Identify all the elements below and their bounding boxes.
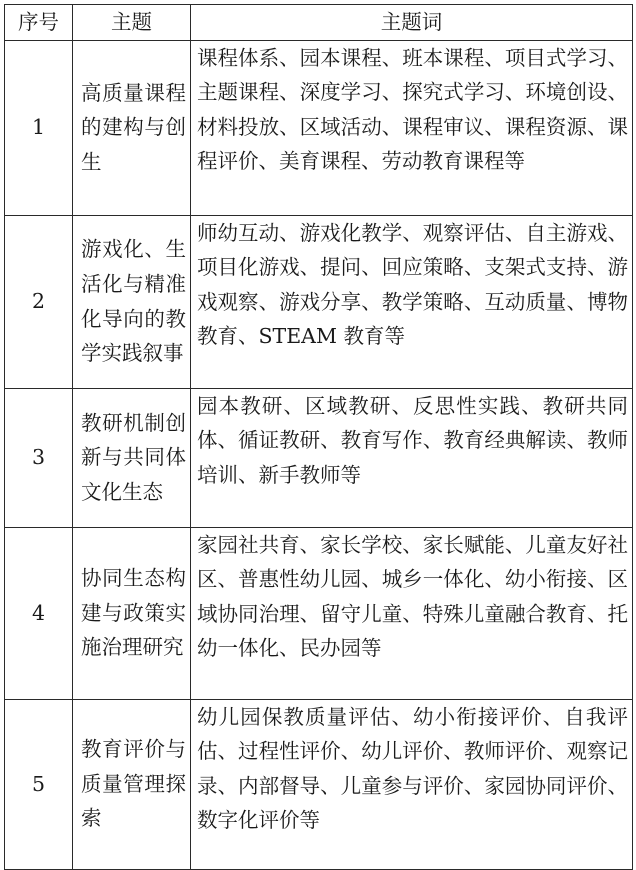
row-theme: 高质量课程的建构与创生 [73,40,191,215]
table-row [5,40,633,215]
row-keywords: 幼儿园保教质量评估、幼小衔接评价、自我评估、过程性评价、幼儿评价、教师评价、观察记录、内部督导、儿童参与评价、家园协同评价、数字化评价等 [191,699,633,869]
row-theme: 教育评价与质量管理探索 [73,699,191,869]
row-index: 3 [5,388,73,527]
row-theme: 游戏化、生活化与精准化导向的教学实践叙事 [73,215,191,388]
header-index: 序号 [5,5,73,41]
table-row [5,699,633,869]
table-row [5,527,633,699]
header-keywords: 主题词 [191,5,633,41]
row-index: 2 [5,215,73,388]
row-theme: 协同生态构建与政策实施治理研究 [73,527,191,699]
row-keywords: 师幼互动、游戏化教学、观察评估、自主游戏、项目化游戏、提问、回应策略、支架式支持、游戏观察、游戏分享、教学策略、互动质量、博物教育、STEAM 教育等 [191,215,633,388]
row-keywords: 园本教研、区域教研、反思性实践、教研共同体、循证教研、教育写作、教育经典解读、教师培训、新手教师等 [191,388,633,527]
theme-keyword-table [4,4,633,870]
row-index: 1 [5,40,73,215]
row-index: 5 [5,699,73,869]
header-theme: 主题 [73,5,191,41]
row-index: 4 [5,527,73,699]
table-header-row [5,5,633,41]
row-keywords: 家园社共育、家长学校、家长赋能、儿童友好社区、普惠性幼儿园、城乡一体化、幼小衔接、区域协同治理、留守儿童、特殊儿童融合教育、托幼一体化、民办园等 [191,527,633,699]
row-theme: 教研机制创新与共同体文化生态 [73,388,191,527]
table-row [5,215,633,388]
row-keywords: 课程体系、园本课程、班本课程、项目式学习、主题课程、深度学习、探究式学习、环境创设、材料投放、区域活动、课程审议、课程资源、课程评价、美育课程、劳动教育课程等 [191,40,633,215]
table-row [5,388,633,527]
